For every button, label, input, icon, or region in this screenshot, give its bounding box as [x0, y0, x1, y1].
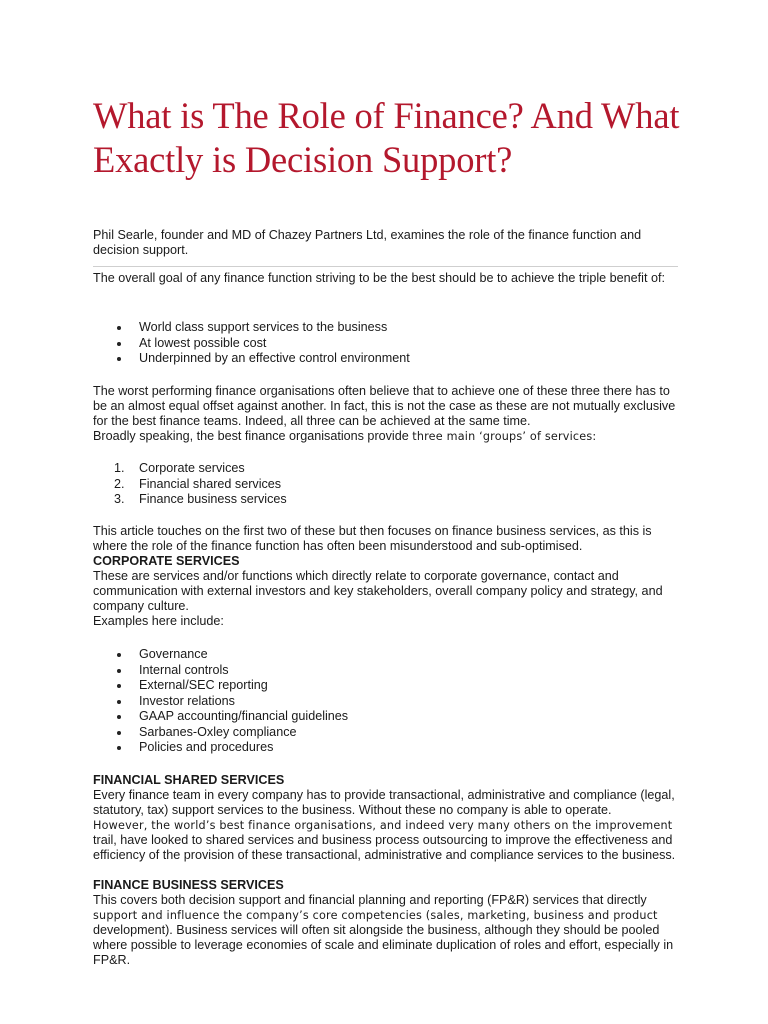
- list-label: Financial shared services: [139, 476, 282, 491]
- section-heading: FINANCIAL SHARED SERVICES: [93, 773, 285, 787]
- shared-services-section: [93, 773, 678, 863]
- section-body-condensed: However, the world’s best finance organisations, and indeed very many others on the improvement: [93, 819, 673, 832]
- list-item: [93, 492, 678, 508]
- examples-label: Examples here include:: [93, 614, 224, 628]
- business-services-section: [93, 878, 678, 968]
- list-item: World class support services to the business: [93, 320, 678, 336]
- triple-benefit-list: [93, 320, 678, 367]
- byline: Phil Searle, founder and MD of Chazey Partners Ltd, examines the role of the finance function and decision support.: [93, 228, 642, 257]
- list-number: 1.: [114, 461, 125, 475]
- worst-performing-paragraph: [93, 384, 678, 444]
- list-item: Policies and procedures: [93, 740, 678, 756]
- section-body: development). Business services will often sit alongside the business, although they should be pooled where possible to leverage economies of scale and eliminate duplication of roles and effort, especially in FP&R.: [93, 923, 674, 967]
- list-item: Sarbanes-Oxley compliance: [93, 725, 678, 741]
- broadly-speaking-line: [93, 429, 678, 444]
- text-run: Broadly speaking, the best finance organisations provide: [93, 429, 413, 443]
- list-item: Internal controls: [93, 663, 678, 679]
- section-body-condensed: support and influence the company’s core competencies (sales, marketing, business and product: [93, 909, 658, 922]
- divider: [93, 266, 678, 267]
- section-body: This covers both decision support and financial planning and reporting (FP&R) services that directly: [93, 893, 647, 907]
- paragraph-text: The worst performing finance organisations often believe that to achieve one of these three there has to be an almost equal offset against another. In fact, this is not the case as these are not mutually exclusive for the best finance teams. Indeed, all three can be achieved at the same time.: [93, 384, 676, 428]
- corporate-section: [93, 524, 678, 629]
- list-item: Underpinned by an effective control environment: [93, 351, 678, 367]
- list-item: GAAP accounting/financial guidelines: [93, 709, 678, 725]
- list-item: External/SEC reporting: [93, 678, 678, 694]
- corporate-examples-list: [93, 647, 678, 756]
- list-item: At lowest possible cost: [93, 336, 678, 352]
- list-item: [93, 477, 678, 493]
- list-item: Governance: [93, 647, 678, 663]
- section-body: Every finance team in every company has to provide transactional, administrative and compliance (legal, statutory, tax) support services to the business. Without these no company is able to operate.: [93, 788, 675, 817]
- list-item: Investor relations: [93, 694, 678, 710]
- section-body: These are services and/or functions which directly relate to corporate governance, contact and communication with external investors and key stakeholders, overall company policy and strategy, and company culture.: [93, 569, 663, 613]
- list-number: 3.: [114, 492, 125, 506]
- section-body: trail, have looked to shared services and business process outsourcing to improve the effectiveness and efficiency of the provision of these transactional, administrative and compliance services to the business.: [93, 833, 676, 862]
- text-run: three main ‘groups’ of services:: [412, 430, 597, 443]
- section-heading: FINANCE BUSINESS SERVICES: [93, 878, 284, 892]
- list-label: Corporate services: [139, 461, 245, 475]
- list-label: Finance business services: [139, 492, 287, 506]
- article-paragraph: This article touches on the first two of these but then focuses on finance business services, as this is where the role of the finance function has often been misunderstood and sub-optimised.: [93, 524, 652, 553]
- section-heading: CORPORATE SERVICES: [93, 554, 240, 568]
- list-number: 2.: [114, 476, 125, 491]
- service-groups-list: [93, 461, 678, 508]
- article-title: What is The Role of Finance? And What Exactly is Decision Support?: [93, 95, 680, 180]
- intro-paragraph: The overall goal of any finance function striving to be the best should be to achieve the triple benefit of:: [93, 271, 665, 285]
- list-item: [93, 461, 678, 477]
